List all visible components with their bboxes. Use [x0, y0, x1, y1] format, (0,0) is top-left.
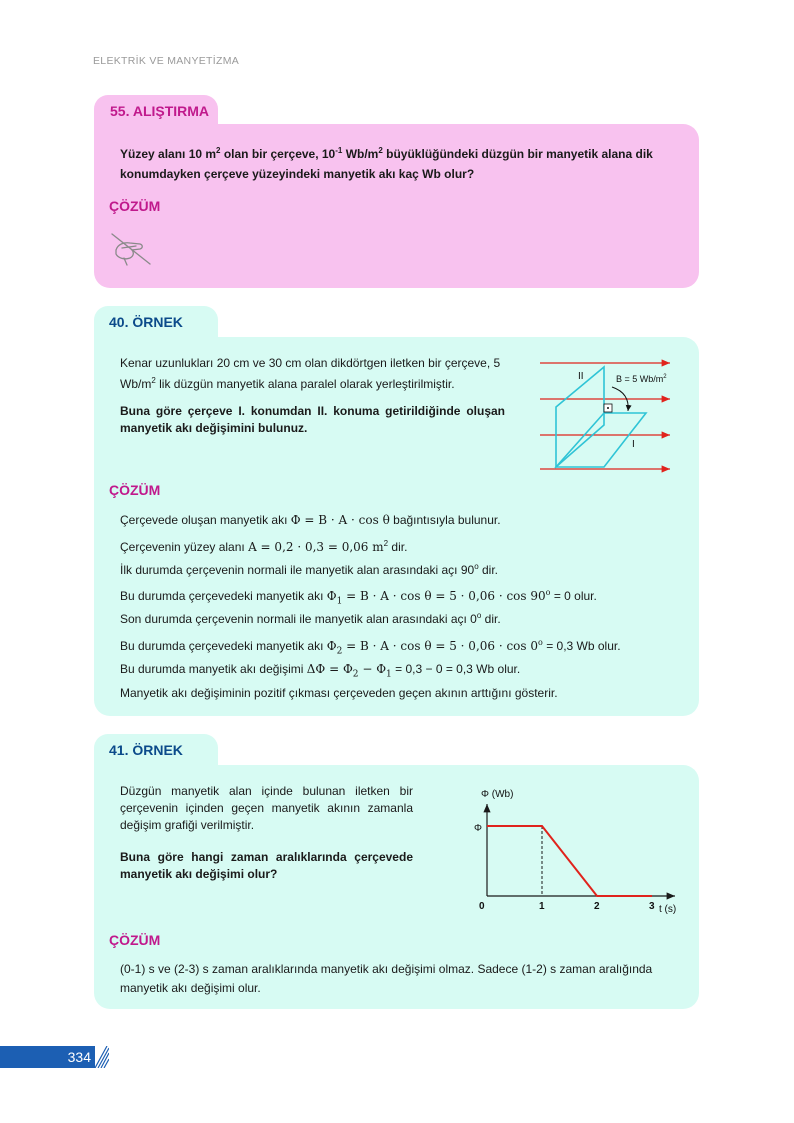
l2-exp: 2 — [383, 539, 389, 548]
field-label — [616, 374, 667, 384]
l7-eq: ΔΦ = Φ — [306, 662, 353, 676]
solution-line-7 — [120, 662, 520, 679]
phi-symbol: Φ — [326, 589, 337, 603]
l4-formula — [326, 588, 551, 607]
exercise-title: 55. ALIŞTIRMA — [110, 103, 210, 119]
l7-text: = 0,3 − 0 = 0,3 Wb olur. — [391, 662, 521, 676]
page-number: 334 — [67, 1049, 91, 1065]
solution-line-8: Manyetik akı değişiminin pozitif çıkması çerçeveden geçen akının arttığını gösterir. — [120, 686, 558, 700]
l4-text: Bu durumda çerçevedeki manyetik akı — [120, 589, 327, 603]
label-position-i: I — [632, 439, 635, 450]
solution-line-6 — [120, 638, 621, 656]
y-tick-phi: Φ — [474, 823, 482, 834]
example41-title: 41. ÖRNEK — [109, 742, 183, 758]
exercise-solution-heading: ÇÖZÜM — [109, 198, 161, 214]
solution-line-4 — [120, 588, 597, 606]
example40-tab — [94, 306, 218, 340]
q-part: Wb/m — [342, 147, 379, 161]
ex40-text-part: Kenar uzunlukları 20 cm ve 30 cm olan dikdörtgen iletken bir çerçeve, 5 Wb/m — [120, 356, 501, 391]
l7-sub: 1 — [386, 669, 392, 680]
y-axis-label: Φ (Wb) — [481, 789, 514, 800]
q-exp: 2 — [378, 146, 383, 155]
l7-formula — [306, 662, 392, 680]
l4-text: = 0 olur. — [550, 589, 597, 603]
example41-question: Buna göre hangi zaman aralıklarında çerçevede manyetik akı değişimi olur? — [120, 850, 413, 881]
example41-text: Düzgün manyetik alan içinde bulunan iletken bir çerçevenin içinden geçen manyetik akının zamanla değişim grafiği verilmiştir. — [120, 784, 413, 832]
q-exp: 2 — [216, 146, 221, 155]
l1-formula: Φ = B · A · cos θ — [290, 513, 390, 527]
l6-exp: o — [538, 638, 543, 647]
solution-line-2 — [120, 539, 407, 554]
solution-line-1 — [120, 513, 501, 527]
pencil-hand-icon — [110, 230, 152, 268]
exercise-question — [120, 141, 680, 184]
l3-text: dir. — [478, 563, 498, 577]
exercise-tab — [94, 95, 218, 127]
example40-title: 40. ÖRNEK — [109, 314, 183, 330]
l6-sub: 2 — [336, 646, 343, 657]
example40-question: Buna göre çerçeve I. konumdan II. konuma getirildiğinde oluşan manyetik akı değişimini bulunuz. — [120, 404, 505, 435]
x-tick-label: 2 — [594, 901, 600, 912]
page-number-bar — [0, 1046, 95, 1068]
l6-eq: = B · A · cos θ = 5 · 0,06 · cos 0 — [342, 639, 539, 653]
l4-exp: o — [545, 588, 551, 597]
l6-text: = 0,3 Wb olur. — [542, 639, 621, 653]
l5-text: Son durumda çerçevenin normali ile manyetik alan arasındaki açı 0 — [120, 612, 477, 626]
solution-line-3 — [120, 562, 498, 577]
x-tick-labels — [479, 901, 655, 912]
l2-text: dir. — [388, 540, 408, 554]
flux-series-line — [487, 826, 652, 896]
example41-solution-heading: ÇÖZÜM — [109, 932, 161, 948]
phi-symbol: Φ — [326, 639, 337, 653]
l4-sub: 1 — [336, 596, 343, 607]
l2-formula: A = 0,2 · 0,3 = 0,06 m — [248, 540, 384, 554]
q-part: Yüzey alanı 10 m — [120, 147, 217, 161]
field-label-exp: 2 — [663, 374, 667, 380]
ex40-text-exp: 2 — [151, 376, 156, 385]
q-part: büyüklüğündeki düzgün bir manyetik alana dik konumdayken çerçeve yüzeyindeki manyetik akı kaç Wb olur? — [120, 147, 653, 181]
q-part: olan bir çerçeve, 10 — [220, 147, 336, 161]
field-label-text: B = 5 Wb/m — [616, 374, 664, 384]
l6-text: Bu durumda çerçevedeki manyetik akı — [120, 639, 327, 653]
example41-tab — [94, 734, 218, 768]
flux-time-graph — [465, 782, 685, 920]
x-axis-label: t (s) — [659, 904, 677, 915]
l5-exp: o — [476, 611, 482, 620]
frame-rotation-figure — [528, 355, 678, 480]
l6-formula — [326, 638, 543, 657]
l5-text: dir. — [481, 612, 501, 626]
example40-text — [120, 355, 505, 393]
l3-exp: o — [474, 562, 479, 571]
l1-text: Çerçevede oluşan manyetik akı — [120, 513, 291, 527]
example41-solution: (0-1) s ve (2-3) s zaman aralıklarında manyetik akı değişimi olmaz. Sadece (1-2) s zaman aralığında manyetik akı değişimi olur. — [120, 962, 653, 995]
hatch-decoration — [95, 1046, 109, 1068]
ex40-text-part: lik düzgün manyetik alana paralel olarak yerleştirilmiştir. — [155, 377, 455, 391]
l2-text: Çerçevenin yüzey alanı — [120, 540, 249, 554]
l4-eq: = B · A · cos θ = 5 · 0,06 · cos 90 — [342, 589, 546, 603]
l7-sub: 2 — [352, 669, 359, 680]
label-position-ii: II — [578, 371, 584, 382]
example40-solution-heading: ÇÖZÜM — [109, 482, 161, 498]
x-tick-label: 3 — [649, 901, 655, 912]
l3-text: İlk durumda çerçevenin normali ile manyetik alan arasındaki açı 90 — [120, 563, 475, 577]
frame-position-ii — [556, 367, 604, 467]
solution-line-5 — [120, 611, 501, 626]
l7-eq: − Φ — [358, 662, 387, 676]
q-exp: -1 — [335, 146, 343, 155]
x-tick-label: 0 — [479, 901, 485, 912]
l7-text: Bu durumda manyetik akı değişimi — [120, 662, 307, 676]
running-header: ELEKTRİK VE MANYETİZMA — [93, 55, 240, 67]
l1-text: bağıntısıyla bulunur. — [389, 513, 501, 527]
x-tick-label: 1 — [539, 901, 545, 912]
